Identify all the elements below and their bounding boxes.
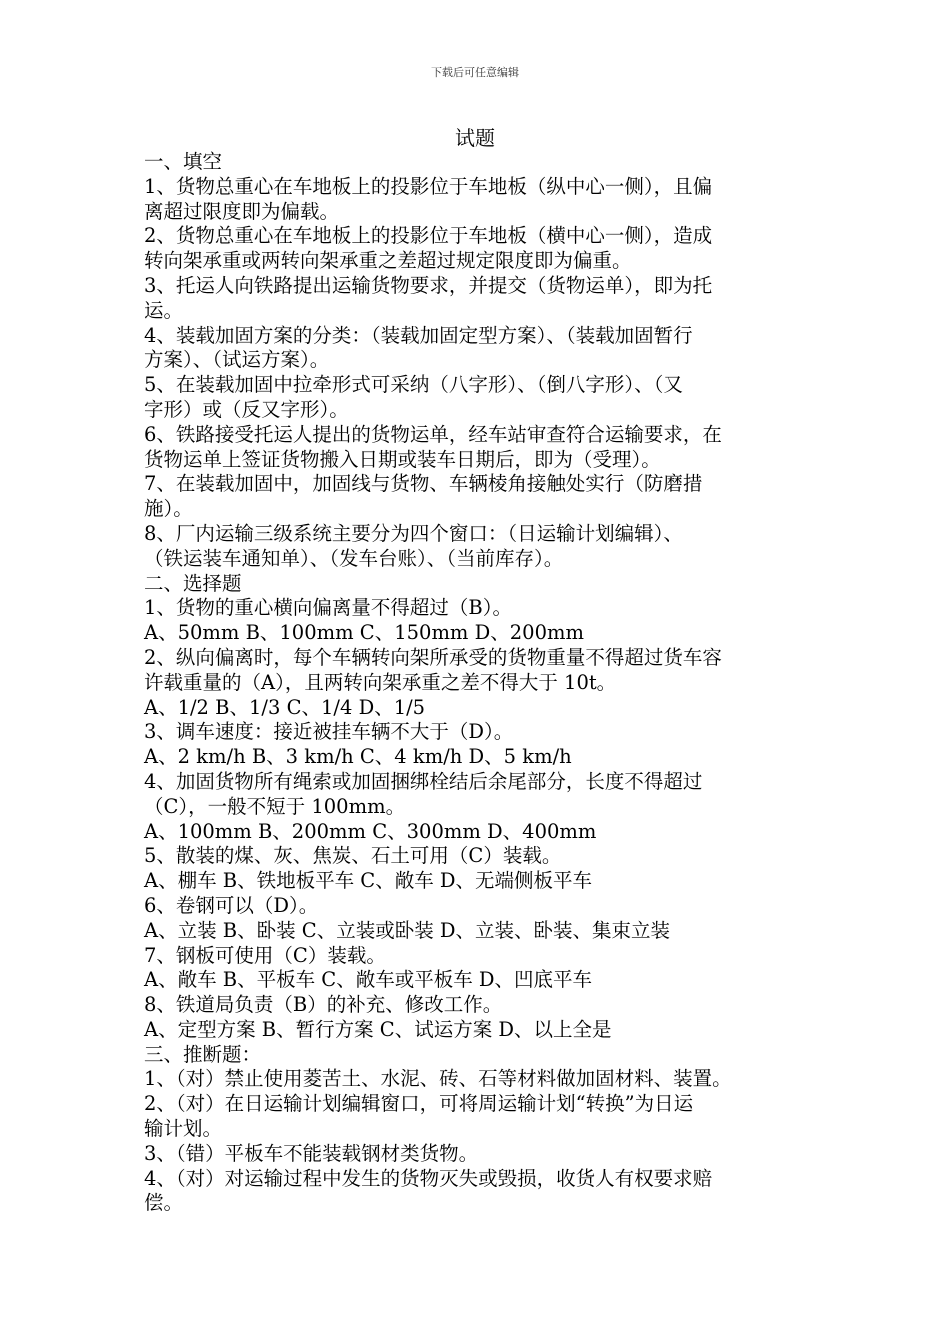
text-line: 3、（错）平板车不能装载钢材类货物。 <box>144 1141 479 1165</box>
text-line: 1、货物总重心在车地板上的投影位于车地板（纵中心一侧），且偏 <box>144 174 713 198</box>
text-line: A、定型方案 B、暂行方案 C、试运方案 D、以上全是 <box>144 1017 612 1041</box>
text-line: 6、卷钢可以（D）。 <box>144 893 319 917</box>
text-line: 5、在装载加固中拉牵形式可采纳（八字形）、（倒八字形）、（又 <box>144 373 683 397</box>
text-line: A、100mm B、200mm C、300mm D、400mm <box>144 819 597 843</box>
text-line: 4、加固货物所有绳索或加固捆绑栓结后余尾部分，长度不得超过 <box>144 769 703 793</box>
document-body <box>144 150 820 1216</box>
header-note: 下载后可任意编辑 <box>431 66 519 79</box>
text-line: A、1/2 B、1/3 C、1/4 D、1/5 <box>144 695 426 719</box>
text-line: 2、纵向偏离时，每个车辆转向架所承受的货物重量不得超过货车容 <box>144 645 722 669</box>
text-line: 5、散装的煤、灰、焦炭、石土可用（C）装载。 <box>144 844 562 868</box>
text-line: （C），一般不短于 100mm。 <box>144 794 406 818</box>
text-line: 货物运单上签证货物搬入日期或装车日期后，即为（受理）。 <box>144 447 661 471</box>
text-line: 二、选择题 <box>144 571 242 595</box>
text-line: 4、（对）对运输过程中发生的货物灭失或毁损，收货人有权要求赔 <box>144 1166 713 1190</box>
text-line: 许载重量的（A），且两转向架承重之差不得大于 10t。 <box>144 670 617 694</box>
text-line: A、敞车 B、平板车 C、敞车或平板车 D、凹底平车 <box>144 968 593 992</box>
text-line: 8、铁道局负责（B）的补充、修改工作。 <box>144 993 503 1017</box>
text-line: 7、在装载加固中，加固线与货物、车辆棱角接触处实行（防磨措 <box>144 472 703 496</box>
text-line: 输计划。 <box>144 1117 223 1141</box>
text-line: A、立装 B、卧装 C、立装或卧装 D、立装、卧装、集束立装 <box>144 918 671 942</box>
text-line: 字形）或（反又字形）。 <box>144 397 349 421</box>
text-line: 1、货物的重心横向偏离量不得超过（B）。 <box>144 596 512 620</box>
text-line: 施）。 <box>144 497 193 521</box>
text-line: 7、钢板可使用（C）装载。 <box>144 943 386 967</box>
text-line: 3、调车速度：接近被挂车辆不大于（D）。 <box>144 720 514 744</box>
text-line: 6、铁路接受托运人提出的货物运单，经车站审查符合运输要求，在 <box>144 422 722 446</box>
text-line: 转向架承重或两转向架承重之差超过规定限度即为偏重。 <box>144 249 632 273</box>
text-line: 一、填空 <box>144 150 223 173</box>
text-line: 3、托运人向铁路提出运输货物要求，并提交（货物运单），即为托 <box>144 273 713 297</box>
text-line: A、50mm B、100mm C、150mm D、200mm <box>144 621 584 645</box>
text-line: 4、装载加固方案的分类：（装载加固定型方案）、（装载加固暂行 <box>144 323 693 347</box>
document-title: 试题 <box>455 126 495 150</box>
text-line: 偿。 <box>144 1191 184 1215</box>
text-line: （铁运装车通知单）、（发车台账）、（当前库存）。 <box>144 546 564 570</box>
text-line: 8、厂内运输三级系统主要分为四个窗口：（日运输计划编辑）、 <box>144 521 683 545</box>
text-line: 三、推断题： <box>144 1042 262 1066</box>
text-line: 离超过限度即为偏载。 <box>144 199 340 223</box>
text-line: A、2 km/h B、3 km/h C、4 km/h D、5 km/h <box>144 745 572 769</box>
text-line: 1、（对）禁止使用菱苦土、水泥、砖、石等材料做加固材料、装置。 <box>144 1067 732 1091</box>
text-line: 运。 <box>144 298 184 322</box>
text-line: 方案）、（试运方案）。 <box>144 348 330 372</box>
text-line: 2、（对）在日运输计划编辑窗口，可将周运输计划“转换”为日运 <box>144 1092 694 1116</box>
text-line: A、棚车 B、铁地板平车 C、敞车 D、无端侧板平车 <box>144 869 593 893</box>
text-line: 2、货物总重心在车地板上的投影位于车地板（横中心一侧），造成 <box>144 224 713 248</box>
